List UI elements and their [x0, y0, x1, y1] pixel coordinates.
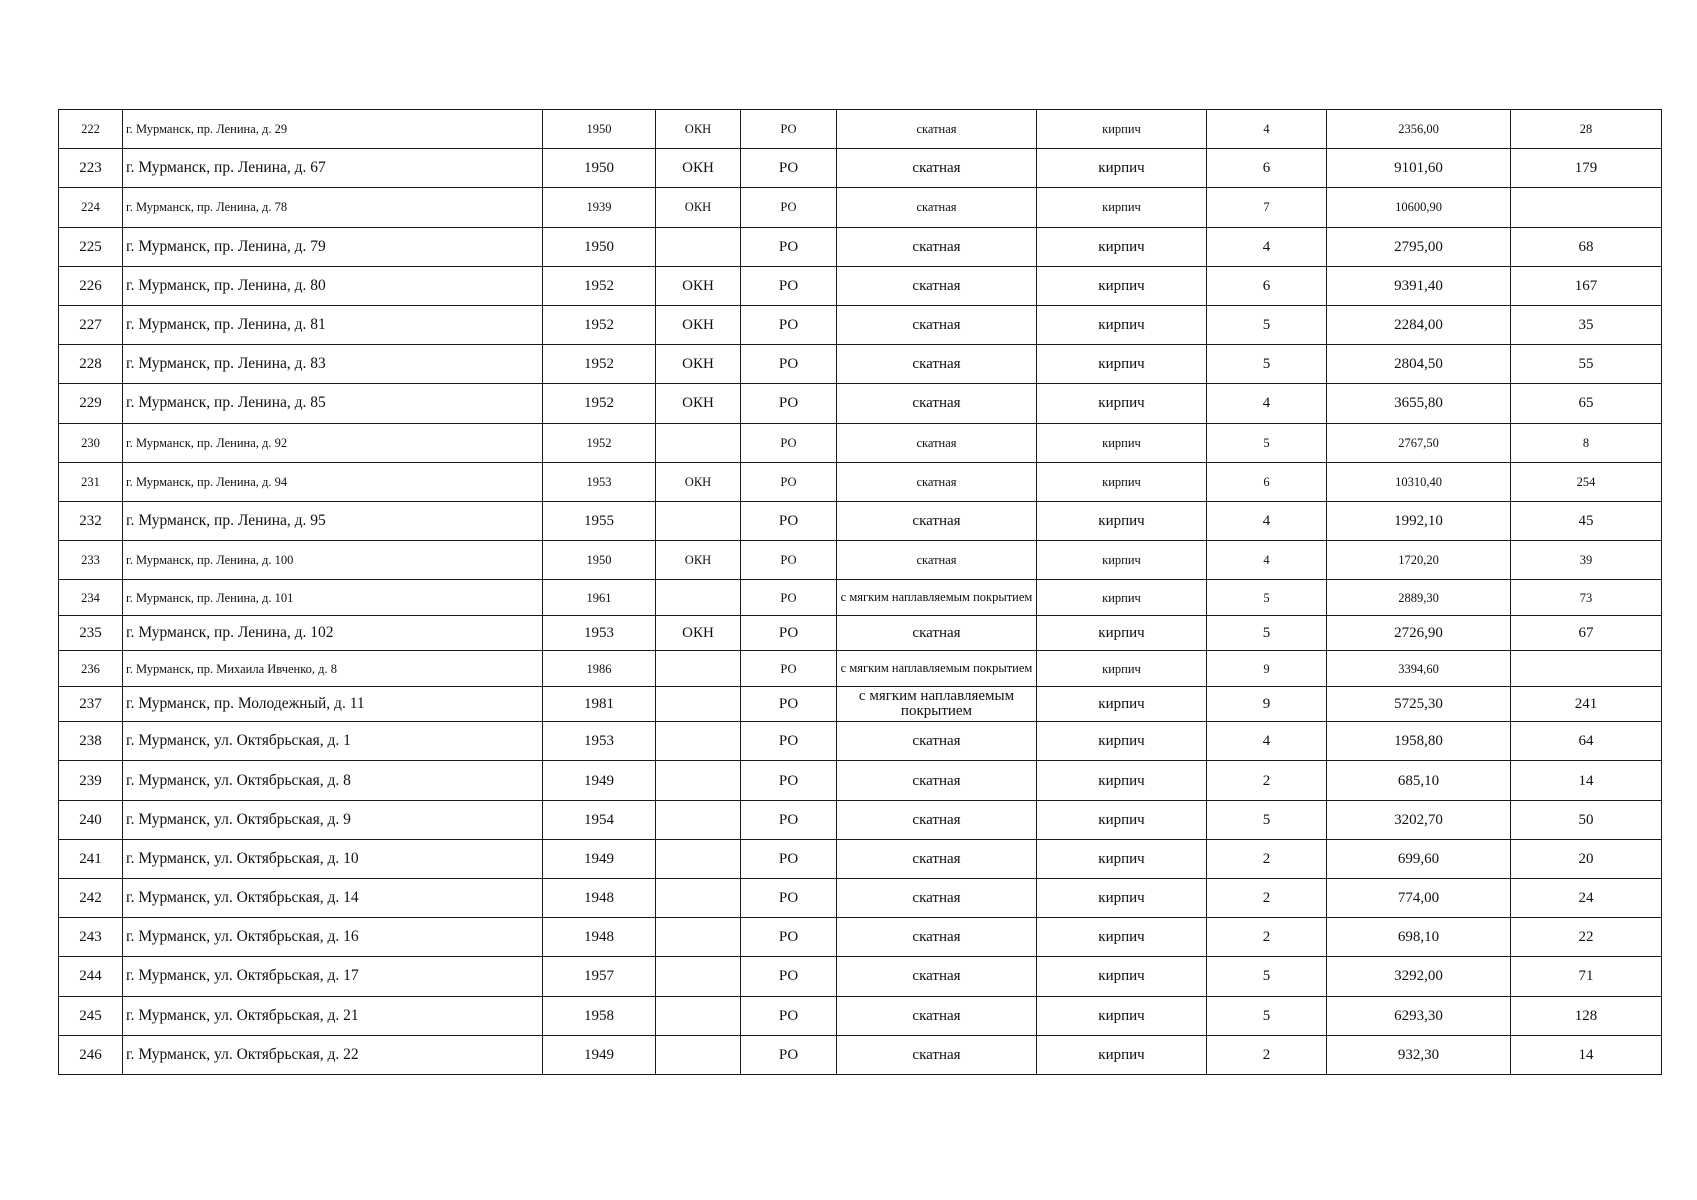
- okn-cell: [656, 800, 741, 839]
- floors-cell: 5: [1207, 800, 1327, 839]
- wall-cell: кирпич: [1037, 501, 1207, 540]
- address-cell: г. Мурманск, пр. Ленина, д. 67: [123, 149, 543, 188]
- year-cell: 1955: [543, 501, 656, 540]
- row-number: 229: [59, 384, 123, 423]
- okn-cell: [656, 501, 741, 540]
- row-number: 231: [59, 462, 123, 501]
- roof-cell: с мягким наплавляемым покрытием: [837, 686, 1037, 722]
- area-cell: 1720,20: [1327, 541, 1511, 580]
- ro-cell: РО: [741, 1035, 837, 1074]
- row-number: 224: [59, 188, 123, 227]
- ro-cell: РО: [741, 957, 837, 996]
- wall-cell: кирпич: [1037, 541, 1207, 580]
- residents-cell: 68: [1511, 227, 1662, 266]
- floors-cell: 5: [1207, 615, 1327, 651]
- address-cell: г. Мурманск, ул. Октябрьская, д. 1: [123, 722, 543, 761]
- okn-cell: ОКН: [656, 541, 741, 580]
- table-row: [59, 839, 1662, 878]
- row-number: 235: [59, 615, 123, 651]
- address-cell: г. Мурманск, ул. Октябрьская, д. 10: [123, 839, 543, 878]
- okn-cell: [656, 918, 741, 957]
- row-number: 222: [59, 110, 123, 149]
- year-cell: 1948: [543, 879, 656, 918]
- table-row: [59, 501, 1662, 540]
- ro-cell: РО: [741, 188, 837, 227]
- table-row: [59, 686, 1662, 722]
- address-cell: г. Мурманск, ул. Октябрьская, д. 9: [123, 800, 543, 839]
- area-cell: 2356,00: [1327, 110, 1511, 149]
- table-body: [59, 110, 1662, 1075]
- roof-cell: скатная: [837, 345, 1037, 384]
- okn-cell: [656, 227, 741, 266]
- year-cell: 1981: [543, 686, 656, 722]
- year-cell: 1948: [543, 918, 656, 957]
- area-cell: 685,10: [1327, 761, 1511, 800]
- table-row: [59, 580, 1662, 616]
- table-row: [59, 110, 1662, 149]
- address-cell: г. Мурманск, ул. Октябрьская, д. 8: [123, 761, 543, 800]
- wall-cell: кирпич: [1037, 266, 1207, 305]
- address-cell: г. Мурманск, ул. Октябрьская, д. 14: [123, 879, 543, 918]
- year-cell: 1949: [543, 839, 656, 878]
- okn-cell: [656, 1035, 741, 1074]
- wall-cell: кирпич: [1037, 423, 1207, 462]
- residents-cell: 8: [1511, 423, 1662, 462]
- table-row: [59, 345, 1662, 384]
- floors-cell: 2: [1207, 1035, 1327, 1074]
- wall-cell: кирпич: [1037, 580, 1207, 616]
- table-row: [59, 227, 1662, 266]
- area-cell: 698,10: [1327, 918, 1511, 957]
- wall-cell: кирпич: [1037, 879, 1207, 918]
- residents-cell: 167: [1511, 266, 1662, 305]
- residents-cell: 64: [1511, 722, 1662, 761]
- residents-cell: 50: [1511, 800, 1662, 839]
- address-cell: г. Мурманск, ул. Октябрьская, д. 16: [123, 918, 543, 957]
- table-row: [59, 957, 1662, 996]
- residents-cell: 14: [1511, 1035, 1662, 1074]
- row-number: 228: [59, 345, 123, 384]
- area-cell: 9391,40: [1327, 266, 1511, 305]
- row-number: 230: [59, 423, 123, 462]
- roof-cell: скатная: [837, 1035, 1037, 1074]
- residents-cell: 14: [1511, 761, 1662, 800]
- floors-cell: 4: [1207, 541, 1327, 580]
- wall-cell: кирпич: [1037, 110, 1207, 149]
- year-cell: 1953: [543, 462, 656, 501]
- area-cell: 1958,80: [1327, 722, 1511, 761]
- ro-cell: РО: [741, 501, 837, 540]
- address-cell: г. Мурманск, ул. Октябрьская, д. 21: [123, 996, 543, 1035]
- year-cell: 1958: [543, 996, 656, 1035]
- area-cell: 10600,90: [1327, 188, 1511, 227]
- table-row: [59, 761, 1662, 800]
- address-cell: г. Мурманск, пр. Ленина, д. 78: [123, 188, 543, 227]
- residents-cell: 254: [1511, 462, 1662, 501]
- area-cell: 932,30: [1327, 1035, 1511, 1074]
- year-cell: 1950: [543, 110, 656, 149]
- address-cell: г. Мурманск, пр. Михаила Ивченко, д. 8: [123, 651, 543, 687]
- address-cell: г. Мурманск, пр. Ленина, д. 94: [123, 462, 543, 501]
- residents-cell: 22: [1511, 918, 1662, 957]
- row-number: 241: [59, 839, 123, 878]
- table-row: [59, 541, 1662, 580]
- residents-cell: 35: [1511, 305, 1662, 344]
- okn-cell: ОКН: [656, 149, 741, 188]
- ro-cell: РО: [741, 423, 837, 462]
- area-cell: 699,60: [1327, 839, 1511, 878]
- roof-cell: скатная: [837, 266, 1037, 305]
- wall-cell: кирпич: [1037, 761, 1207, 800]
- ro-cell: РО: [741, 918, 837, 957]
- okn-cell: [656, 879, 741, 918]
- roof-cell: скатная: [837, 384, 1037, 423]
- floors-cell: 5: [1207, 305, 1327, 344]
- ro-cell: РО: [741, 839, 837, 878]
- year-cell: 1950: [543, 227, 656, 266]
- ro-cell: РО: [741, 686, 837, 722]
- table-row: [59, 722, 1662, 761]
- table-row: [59, 1035, 1662, 1074]
- residents-cell: [1511, 188, 1662, 227]
- okn-cell: ОКН: [656, 384, 741, 423]
- table-row: [59, 651, 1662, 687]
- table-row: [59, 188, 1662, 227]
- floors-cell: 5: [1207, 345, 1327, 384]
- area-cell: 3394,60: [1327, 651, 1511, 687]
- okn-cell: ОКН: [656, 462, 741, 501]
- floors-cell: 6: [1207, 266, 1327, 305]
- residents-cell: 128: [1511, 996, 1662, 1035]
- area-cell: 2767,50: [1327, 423, 1511, 462]
- area-cell: 3292,00: [1327, 957, 1511, 996]
- roof-cell: с мягким наплавляемым покрытием: [837, 651, 1037, 687]
- wall-cell: кирпич: [1037, 651, 1207, 687]
- roof-cell: скатная: [837, 423, 1037, 462]
- wall-cell: кирпич: [1037, 345, 1207, 384]
- wall-cell: кирпич: [1037, 149, 1207, 188]
- year-cell: 1952: [543, 266, 656, 305]
- address-cell: г. Мурманск, пр. Ленина, д. 100: [123, 541, 543, 580]
- roof-cell: скатная: [837, 149, 1037, 188]
- ro-cell: РО: [741, 110, 837, 149]
- floors-cell: 5: [1207, 957, 1327, 996]
- okn-cell: [656, 839, 741, 878]
- roof-cell: скатная: [837, 722, 1037, 761]
- okn-cell: ОКН: [656, 615, 741, 651]
- housing-table: [58, 109, 1662, 1075]
- roof-cell: скатная: [837, 188, 1037, 227]
- year-cell: 1939: [543, 188, 656, 227]
- row-number: 245: [59, 996, 123, 1035]
- okn-cell: [656, 996, 741, 1035]
- table-row: [59, 615, 1662, 651]
- floors-cell: 7: [1207, 188, 1327, 227]
- floors-cell: 5: [1207, 423, 1327, 462]
- row-number: 233: [59, 541, 123, 580]
- year-cell: 1949: [543, 761, 656, 800]
- floors-cell: 2: [1207, 839, 1327, 878]
- address-cell: г. Мурманск, ул. Октябрьская, д. 17: [123, 957, 543, 996]
- wall-cell: кирпич: [1037, 188, 1207, 227]
- area-cell: 3655,80: [1327, 384, 1511, 423]
- table-row: [59, 918, 1662, 957]
- roof-cell: с мягким наплавляемым покрытием: [837, 580, 1037, 616]
- row-number: 227: [59, 305, 123, 344]
- floors-cell: 9: [1207, 651, 1327, 687]
- roof-cell: скатная: [837, 501, 1037, 540]
- address-cell: г. Мурманск, ул. Октябрьская, д. 22: [123, 1035, 543, 1074]
- address-cell: г. Мурманск, пр. Ленина, д. 101: [123, 580, 543, 616]
- floors-cell: 6: [1207, 462, 1327, 501]
- row-number: 239: [59, 761, 123, 800]
- wall-cell: кирпич: [1037, 722, 1207, 761]
- address-cell: г. Мурманск, пр. Ленина, д. 80: [123, 266, 543, 305]
- roof-cell: скатная: [837, 305, 1037, 344]
- roof-cell: скатная: [837, 462, 1037, 501]
- okn-cell: [656, 761, 741, 800]
- ro-cell: РО: [741, 651, 837, 687]
- area-cell: 2284,00: [1327, 305, 1511, 344]
- row-number: 246: [59, 1035, 123, 1074]
- ro-cell: РО: [741, 149, 837, 188]
- area-cell: 9101,60: [1327, 149, 1511, 188]
- table-row: [59, 800, 1662, 839]
- year-cell: 1952: [543, 345, 656, 384]
- row-number: 243: [59, 918, 123, 957]
- row-number: 244: [59, 957, 123, 996]
- row-number: 238: [59, 722, 123, 761]
- wall-cell: кирпич: [1037, 996, 1207, 1035]
- wall-cell: кирпич: [1037, 1035, 1207, 1074]
- floors-cell: 4: [1207, 110, 1327, 149]
- year-cell: 1953: [543, 722, 656, 761]
- floors-cell: 4: [1207, 384, 1327, 423]
- address-cell: г. Мурманск, пр. Ленина, д. 83: [123, 345, 543, 384]
- wall-cell: кирпич: [1037, 800, 1207, 839]
- area-cell: 3202,70: [1327, 800, 1511, 839]
- address-cell: г. Мурманск, пр. Ленина, д. 92: [123, 423, 543, 462]
- ro-cell: РО: [741, 305, 837, 344]
- wall-cell: кирпич: [1037, 686, 1207, 722]
- area-cell: 2726,90: [1327, 615, 1511, 651]
- ro-cell: РО: [741, 996, 837, 1035]
- ro-cell: РО: [741, 580, 837, 616]
- wall-cell: кирпич: [1037, 957, 1207, 996]
- wall-cell: кирпич: [1037, 615, 1207, 651]
- residents-cell: 24: [1511, 879, 1662, 918]
- area-cell: 10310,40: [1327, 462, 1511, 501]
- table-row: [59, 149, 1662, 188]
- residents-cell: 179: [1511, 149, 1662, 188]
- year-cell: 1961: [543, 580, 656, 616]
- roof-cell: скатная: [837, 110, 1037, 149]
- row-number: 242: [59, 879, 123, 918]
- area-cell: 2795,00: [1327, 227, 1511, 266]
- residents-cell: 39: [1511, 541, 1662, 580]
- floors-cell: 4: [1207, 501, 1327, 540]
- okn-cell: ОКН: [656, 345, 741, 384]
- residents-cell: 73: [1511, 580, 1662, 616]
- table-row: [59, 879, 1662, 918]
- floors-cell: 5: [1207, 580, 1327, 616]
- okn-cell: [656, 423, 741, 462]
- year-cell: 1957: [543, 957, 656, 996]
- wall-cell: кирпич: [1037, 227, 1207, 266]
- table-row: [59, 423, 1662, 462]
- ro-cell: РО: [741, 384, 837, 423]
- address-cell: г. Мурманск, пр. Ленина, д. 81: [123, 305, 543, 344]
- okn-cell: [656, 686, 741, 722]
- area-cell: 1992,10: [1327, 501, 1511, 540]
- table-row: [59, 996, 1662, 1035]
- row-number: 234: [59, 580, 123, 616]
- year-cell: 1950: [543, 149, 656, 188]
- area-cell: 6293,30: [1327, 996, 1511, 1035]
- roof-cell: скатная: [837, 800, 1037, 839]
- row-number: 225: [59, 227, 123, 266]
- ro-cell: РО: [741, 800, 837, 839]
- row-number: 223: [59, 149, 123, 188]
- okn-cell: [656, 957, 741, 996]
- area-cell: 2889,30: [1327, 580, 1511, 616]
- floors-cell: 2: [1207, 879, 1327, 918]
- wall-cell: кирпич: [1037, 918, 1207, 957]
- year-cell: 1953: [543, 615, 656, 651]
- roof-cell: скатная: [837, 957, 1037, 996]
- ro-cell: РО: [741, 345, 837, 384]
- okn-cell: ОКН: [656, 188, 741, 227]
- wall-cell: кирпич: [1037, 462, 1207, 501]
- ro-cell: РО: [741, 227, 837, 266]
- floors-cell: 4: [1207, 227, 1327, 266]
- row-number: 240: [59, 800, 123, 839]
- roof-cell: скатная: [837, 761, 1037, 800]
- okn-cell: ОКН: [656, 266, 741, 305]
- roof-cell: скатная: [837, 615, 1037, 651]
- ro-cell: РО: [741, 722, 837, 761]
- roof-cell: скатная: [837, 879, 1037, 918]
- floors-cell: 2: [1207, 918, 1327, 957]
- roof-cell: скатная: [837, 918, 1037, 957]
- address-cell: г. Мурманск, пр. Ленина, д. 29: [123, 110, 543, 149]
- wall-cell: кирпич: [1037, 305, 1207, 344]
- okn-cell: [656, 651, 741, 687]
- table-row: [59, 266, 1662, 305]
- roof-cell: скатная: [837, 996, 1037, 1035]
- row-number: 237: [59, 686, 123, 722]
- table-row: [59, 462, 1662, 501]
- okn-cell: [656, 722, 741, 761]
- roof-cell: скатная: [837, 839, 1037, 878]
- row-number: 232: [59, 501, 123, 540]
- area-cell: 774,00: [1327, 879, 1511, 918]
- residents-cell: 45: [1511, 501, 1662, 540]
- floors-cell: 4: [1207, 722, 1327, 761]
- residents-cell: 55: [1511, 345, 1662, 384]
- row-number: 226: [59, 266, 123, 305]
- ro-cell: РО: [741, 541, 837, 580]
- residents-cell: 241: [1511, 686, 1662, 722]
- roof-cell: скатная: [837, 541, 1037, 580]
- residents-cell: 71: [1511, 957, 1662, 996]
- row-number: 236: [59, 651, 123, 687]
- okn-cell: ОКН: [656, 110, 741, 149]
- ro-cell: РО: [741, 761, 837, 800]
- address-cell: г. Мурманск, пр. Молодежный, д. 11: [123, 686, 543, 722]
- year-cell: 1954: [543, 800, 656, 839]
- address-cell: г. Мурманск, пр. Ленина, д. 102: [123, 615, 543, 651]
- floors-cell: 2: [1207, 761, 1327, 800]
- floors-cell: 5: [1207, 996, 1327, 1035]
- address-cell: г. Мурманск, пр. Ленина, д. 85: [123, 384, 543, 423]
- ro-cell: РО: [741, 462, 837, 501]
- ro-cell: РО: [741, 615, 837, 651]
- residents-cell: [1511, 651, 1662, 687]
- address-cell: г. Мурманск, пр. Ленина, д. 95: [123, 501, 543, 540]
- floors-cell: 6: [1207, 149, 1327, 188]
- residents-cell: 28: [1511, 110, 1662, 149]
- year-cell: 1952: [543, 305, 656, 344]
- wall-cell: кирпич: [1037, 839, 1207, 878]
- year-cell: 1986: [543, 651, 656, 687]
- year-cell: 1949: [543, 1035, 656, 1074]
- okn-cell: ОКН: [656, 305, 741, 344]
- ro-cell: РО: [741, 266, 837, 305]
- area-cell: 5725,30: [1327, 686, 1511, 722]
- address-cell: г. Мурманск, пр. Ленина, д. 79: [123, 227, 543, 266]
- okn-cell: [656, 580, 741, 616]
- area-cell: 2804,50: [1327, 345, 1511, 384]
- residents-cell: 20: [1511, 839, 1662, 878]
- ro-cell: РО: [741, 879, 837, 918]
- year-cell: 1952: [543, 423, 656, 462]
- roof-cell: скатная: [837, 227, 1037, 266]
- residents-cell: 67: [1511, 615, 1662, 651]
- year-cell: 1950: [543, 541, 656, 580]
- floors-cell: 9: [1207, 686, 1327, 722]
- wall-cell: кирпич: [1037, 384, 1207, 423]
- table-row: [59, 384, 1662, 423]
- year-cell: 1952: [543, 384, 656, 423]
- table-row: [59, 305, 1662, 344]
- residents-cell: 65: [1511, 384, 1662, 423]
